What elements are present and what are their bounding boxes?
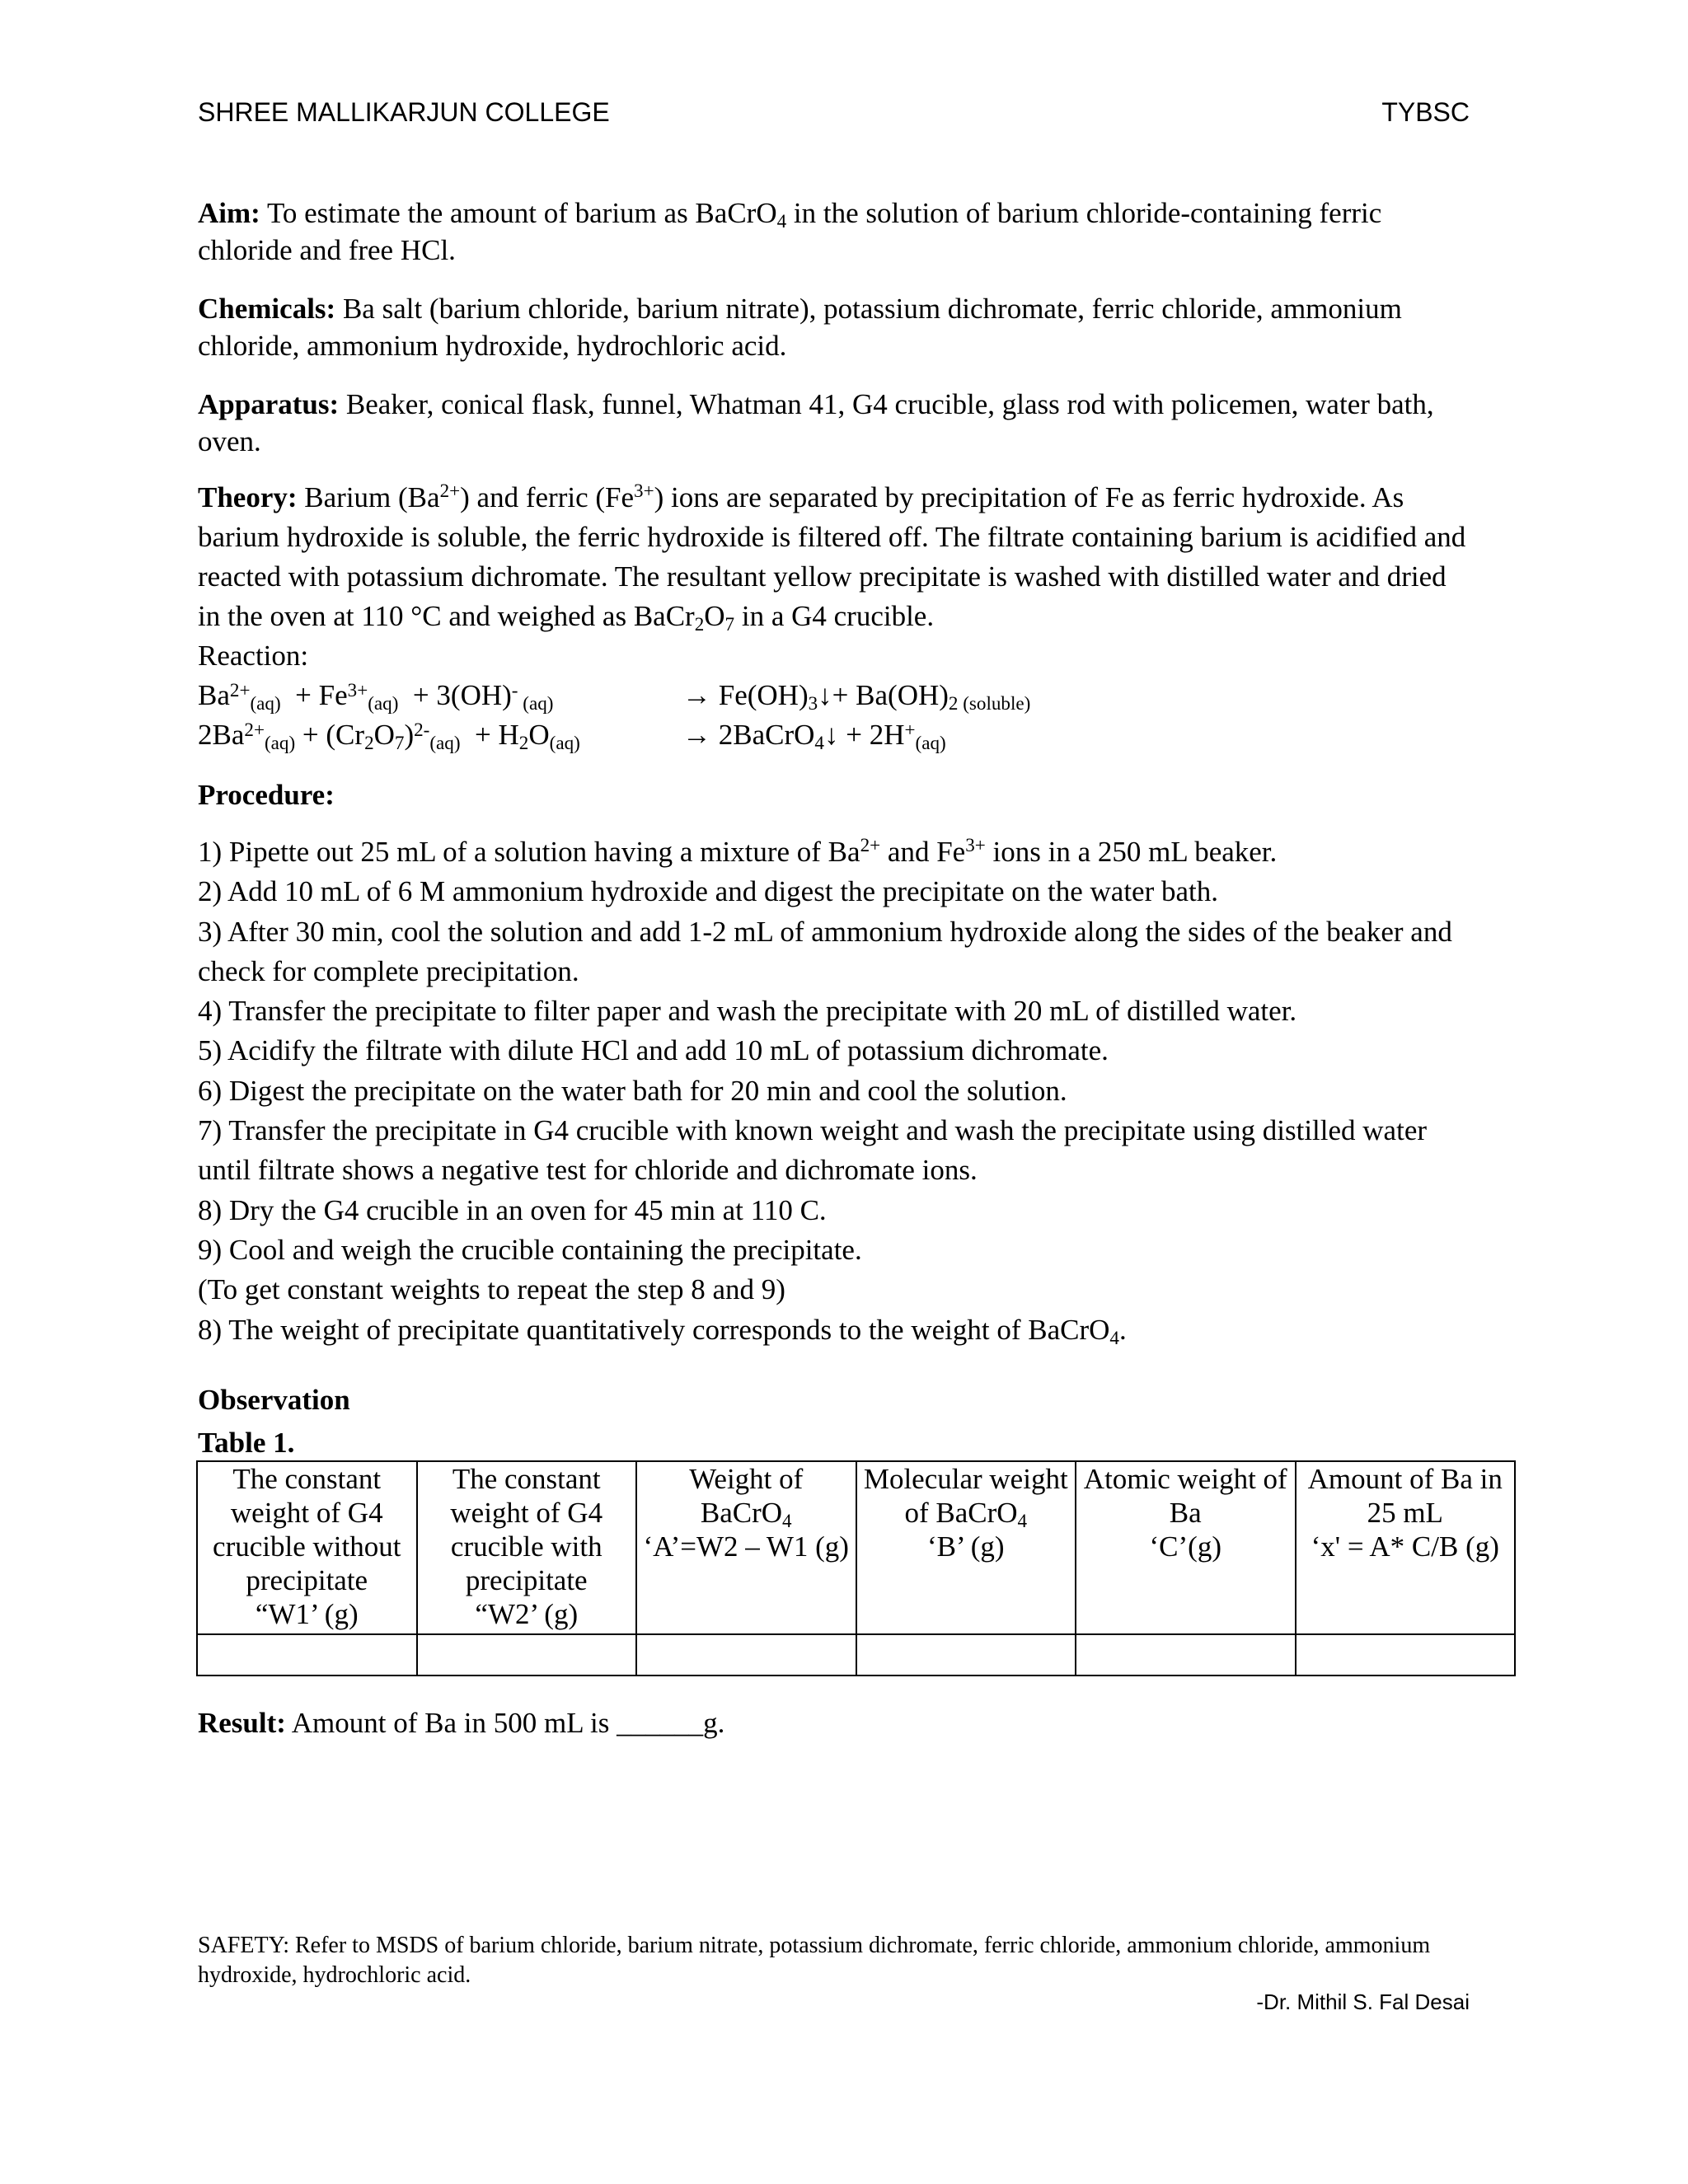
theory-sup: 3+ (634, 480, 654, 502)
chemicals-label: Chemicals: (198, 293, 336, 325)
rx-text: 2Ba (198, 719, 245, 751)
result-label: Result: (198, 1707, 286, 1739)
theory-label: Theory: (198, 481, 298, 513)
column-header-amount-ba: Amount of Ba in 25 mL ‘x' = A* C/B (g) (1296, 1461, 1516, 1634)
safety-note: SAFETY: Refer to MSDS of barium chloride, barium nitrate, potassium dichromate, ferric chloride, ammonium chloride, ammonium hydroxide, hydrochloric acid. (198, 1933, 1431, 1988)
table-label: Table 1. (198, 1427, 295, 1459)
reaction-2-reactants (198, 715, 580, 755)
aim-subscript: 4 (776, 210, 787, 232)
reaction-2-products (682, 715, 946, 755)
rx-text: Ba (198, 679, 230, 711)
procedure-steps (198, 832, 1469, 1350)
rx-text: O (528, 719, 550, 751)
theory-text: Barium (Ba (304, 481, 440, 513)
rx-sub: (aq) (518, 692, 554, 715)
rx-text: ) (404, 719, 415, 751)
table-header-row (197, 1461, 1515, 1634)
theory-section (198, 478, 1469, 676)
procedure-step: 9) Cool and weigh the crucible containing the precipitate. (198, 1233, 862, 1266)
procedure-step: 4) Transfer the precipitate to filter paper and wash the precipitate with 20 mL of distilled water. (198, 995, 1297, 1028)
rx-sup: 3+ (347, 678, 368, 701)
theory-text: ) and ferric (Fe (460, 481, 635, 513)
rx-text: + H (460, 719, 519, 751)
result-section (198, 1704, 1469, 1741)
theory-text: O (704, 600, 725, 632)
observation-table (196, 1460, 1516, 1676)
theory-sup: 2+ (439, 480, 461, 502)
rx-text: ↓+ Ba(OH) (818, 679, 949, 711)
table-cell[interactable] (1296, 1634, 1516, 1675)
header-college-name: SHREE MALLIKARJUN COLLEGE (198, 97, 610, 127)
reaction-1-reactants (198, 676, 553, 715)
procedure-step: 1) Pipette out 25 mL of a solution having a mixture of $Ba^{2+}$ and $Fe^{3+}$ ions in a 250 mL beaker. (198, 834, 1278, 868)
aim-section (198, 194, 1469, 269)
rx-sub: 2 (soluble) (948, 692, 1031, 715)
rx-text: + (Cr (295, 719, 365, 751)
rx-sub: (aq) (915, 732, 946, 754)
rx-sub: (aq) (250, 692, 281, 715)
procedure-step: 5) Acidify the filtrate with dilute HCl and add 10 mL of potassium dichromate. (198, 1034, 1109, 1067)
table-cell[interactable] (417, 1634, 637, 1675)
rx-sub: (aq) (429, 732, 461, 754)
arrow-right-icon: → (682, 679, 711, 711)
rx-sup: 2- (414, 718, 430, 740)
procedure-heading (198, 776, 1469, 813)
apparatus-label: Apparatus: (198, 388, 340, 420)
chemicals-text: Ba salt (barium chloride, barium nitrate), potassium dichromate, ferric chloride, ammonium chloride, ammonium hydroxide, hydrochloric acid. (198, 293, 1402, 362)
procedure-step: 2) Add 10 mL of 6 M ammonium hydroxide and digest the precipitate on the water bath. (198, 875, 1219, 908)
rx-text: ↓ + 2H (823, 719, 905, 751)
column-header-atomic-weight: Atomic weight of Ba ‘C’(g) (1076, 1461, 1296, 1634)
rx-text: O (373, 719, 395, 751)
procedure-step: 8) Dry the G4 crucible in an oven for 45 min at 110 C. (198, 1193, 827, 1226)
procedure-step: 6) Digest the precipitate on the water bath for 20 min and cool the solution. (198, 1074, 1067, 1107)
header-class: TYBSC (1381, 97, 1470, 127)
table-caption (198, 1424, 1469, 1461)
procedure-step: 3) After 30 min, cool the solution and add 1-2 mL of ammonium hydroxide along the sides of the beaker and check for complete precipitation. (198, 915, 1452, 987)
rx-sup: + (904, 718, 916, 740)
apparatus-section (198, 386, 1469, 460)
table-cell[interactable] (197, 1634, 417, 1675)
column-header-w1: The constant weight of G4 crucible without precipitate “W1’ (g) (197, 1461, 417, 1634)
rx-text: 2BaCrO (718, 719, 815, 751)
rx-text: Fe(OH) (718, 679, 809, 711)
table-cell[interactable] (1076, 1634, 1296, 1675)
rx-sub: 7 (394, 732, 405, 754)
theory-sub: 2 (694, 613, 705, 635)
arrow-right-icon: → (682, 719, 711, 751)
column-header-weight-bacro4: Weight of BaCrO4 ‘A’=W2 – W1 (g) (636, 1461, 856, 1634)
theory-text: in a G4 crucible. (734, 600, 935, 632)
rx-sub: (aq) (368, 692, 399, 715)
theory-text: ) ions are separated by precipitation of Fe as ferric hydroxide. As barium hydroxide is soluble, the ferric hydroxide is filtered off. The filtrate containing barium is acidified and reacted with potassium dichromate. The resultant yellow precipitate is washed with distilled water and dried in the oven at 110 °C and weighed as BaCr (198, 481, 1466, 632)
procedure-label: Procedure: (198, 779, 335, 811)
column-header-w2: The constant weight of G4 crucible with precipitate “W2’ (g) (417, 1461, 637, 1634)
reaction-1-products (682, 676, 1030, 715)
column-header-molecular-weight: Molecular weight of BaCrO4 ‘B’ (g) (856, 1461, 1076, 1634)
rx-sub: 2 (364, 732, 374, 754)
table-row (197, 1634, 1515, 1675)
apparatus-text: Beaker, conical flask, funnel, Whatman 41, G4 crucible, glass rod with policemen, water bath, oven. (198, 388, 1434, 457)
chemicals-section (198, 290, 1469, 364)
rx-sup: - (511, 678, 518, 701)
procedure-note: (To get constant weights to repeat the step 8 and 9) (198, 1273, 785, 1306)
observation-label: Observation (198, 1384, 350, 1416)
table-cell[interactable] (636, 1634, 856, 1675)
rx-sup: 2+ (229, 678, 251, 701)
observation-heading (198, 1381, 1469, 1418)
rx-text: + 3(OH) (398, 679, 512, 711)
rx-sub: 2 (518, 732, 529, 754)
rx-text: + Fe (280, 679, 348, 711)
rx-sup: 2+ (244, 718, 265, 740)
rx-sub: 3 (808, 692, 818, 715)
rx-sub: (aq) (264, 732, 296, 754)
aim-text-cont: in the solution of barium chloride-containing ferric chloride and free HCl. (198, 197, 1382, 266)
result-text: Amount of Ba in 500 mL is ______g. (291, 1707, 725, 1739)
aim-text: To estimate the amount of barium as BaCrO (266, 197, 777, 229)
rx-sub: (aq) (549, 732, 580, 754)
aim-label: Aim: (198, 197, 260, 229)
procedure-step: 8) The weight of precipitate quantitatively corresponds to the weight of BaCrO4. (198, 1313, 1127, 1349)
theory-sub: 7 (724, 613, 735, 635)
procedure-step: 7) Transfer the precipitate in G4 crucible with known weight and wash the precipitate using distilled water until filtrate shows a negative test for chloride and dichromate ions. (198, 1114, 1428, 1187)
author-signature: -Dr. Mithil S. Fal Desai (1256, 1990, 1470, 2014)
rx-sub: 4 (814, 732, 824, 754)
reaction-label: Reaction: (198, 640, 309, 672)
table-cell[interactable] (856, 1634, 1076, 1675)
